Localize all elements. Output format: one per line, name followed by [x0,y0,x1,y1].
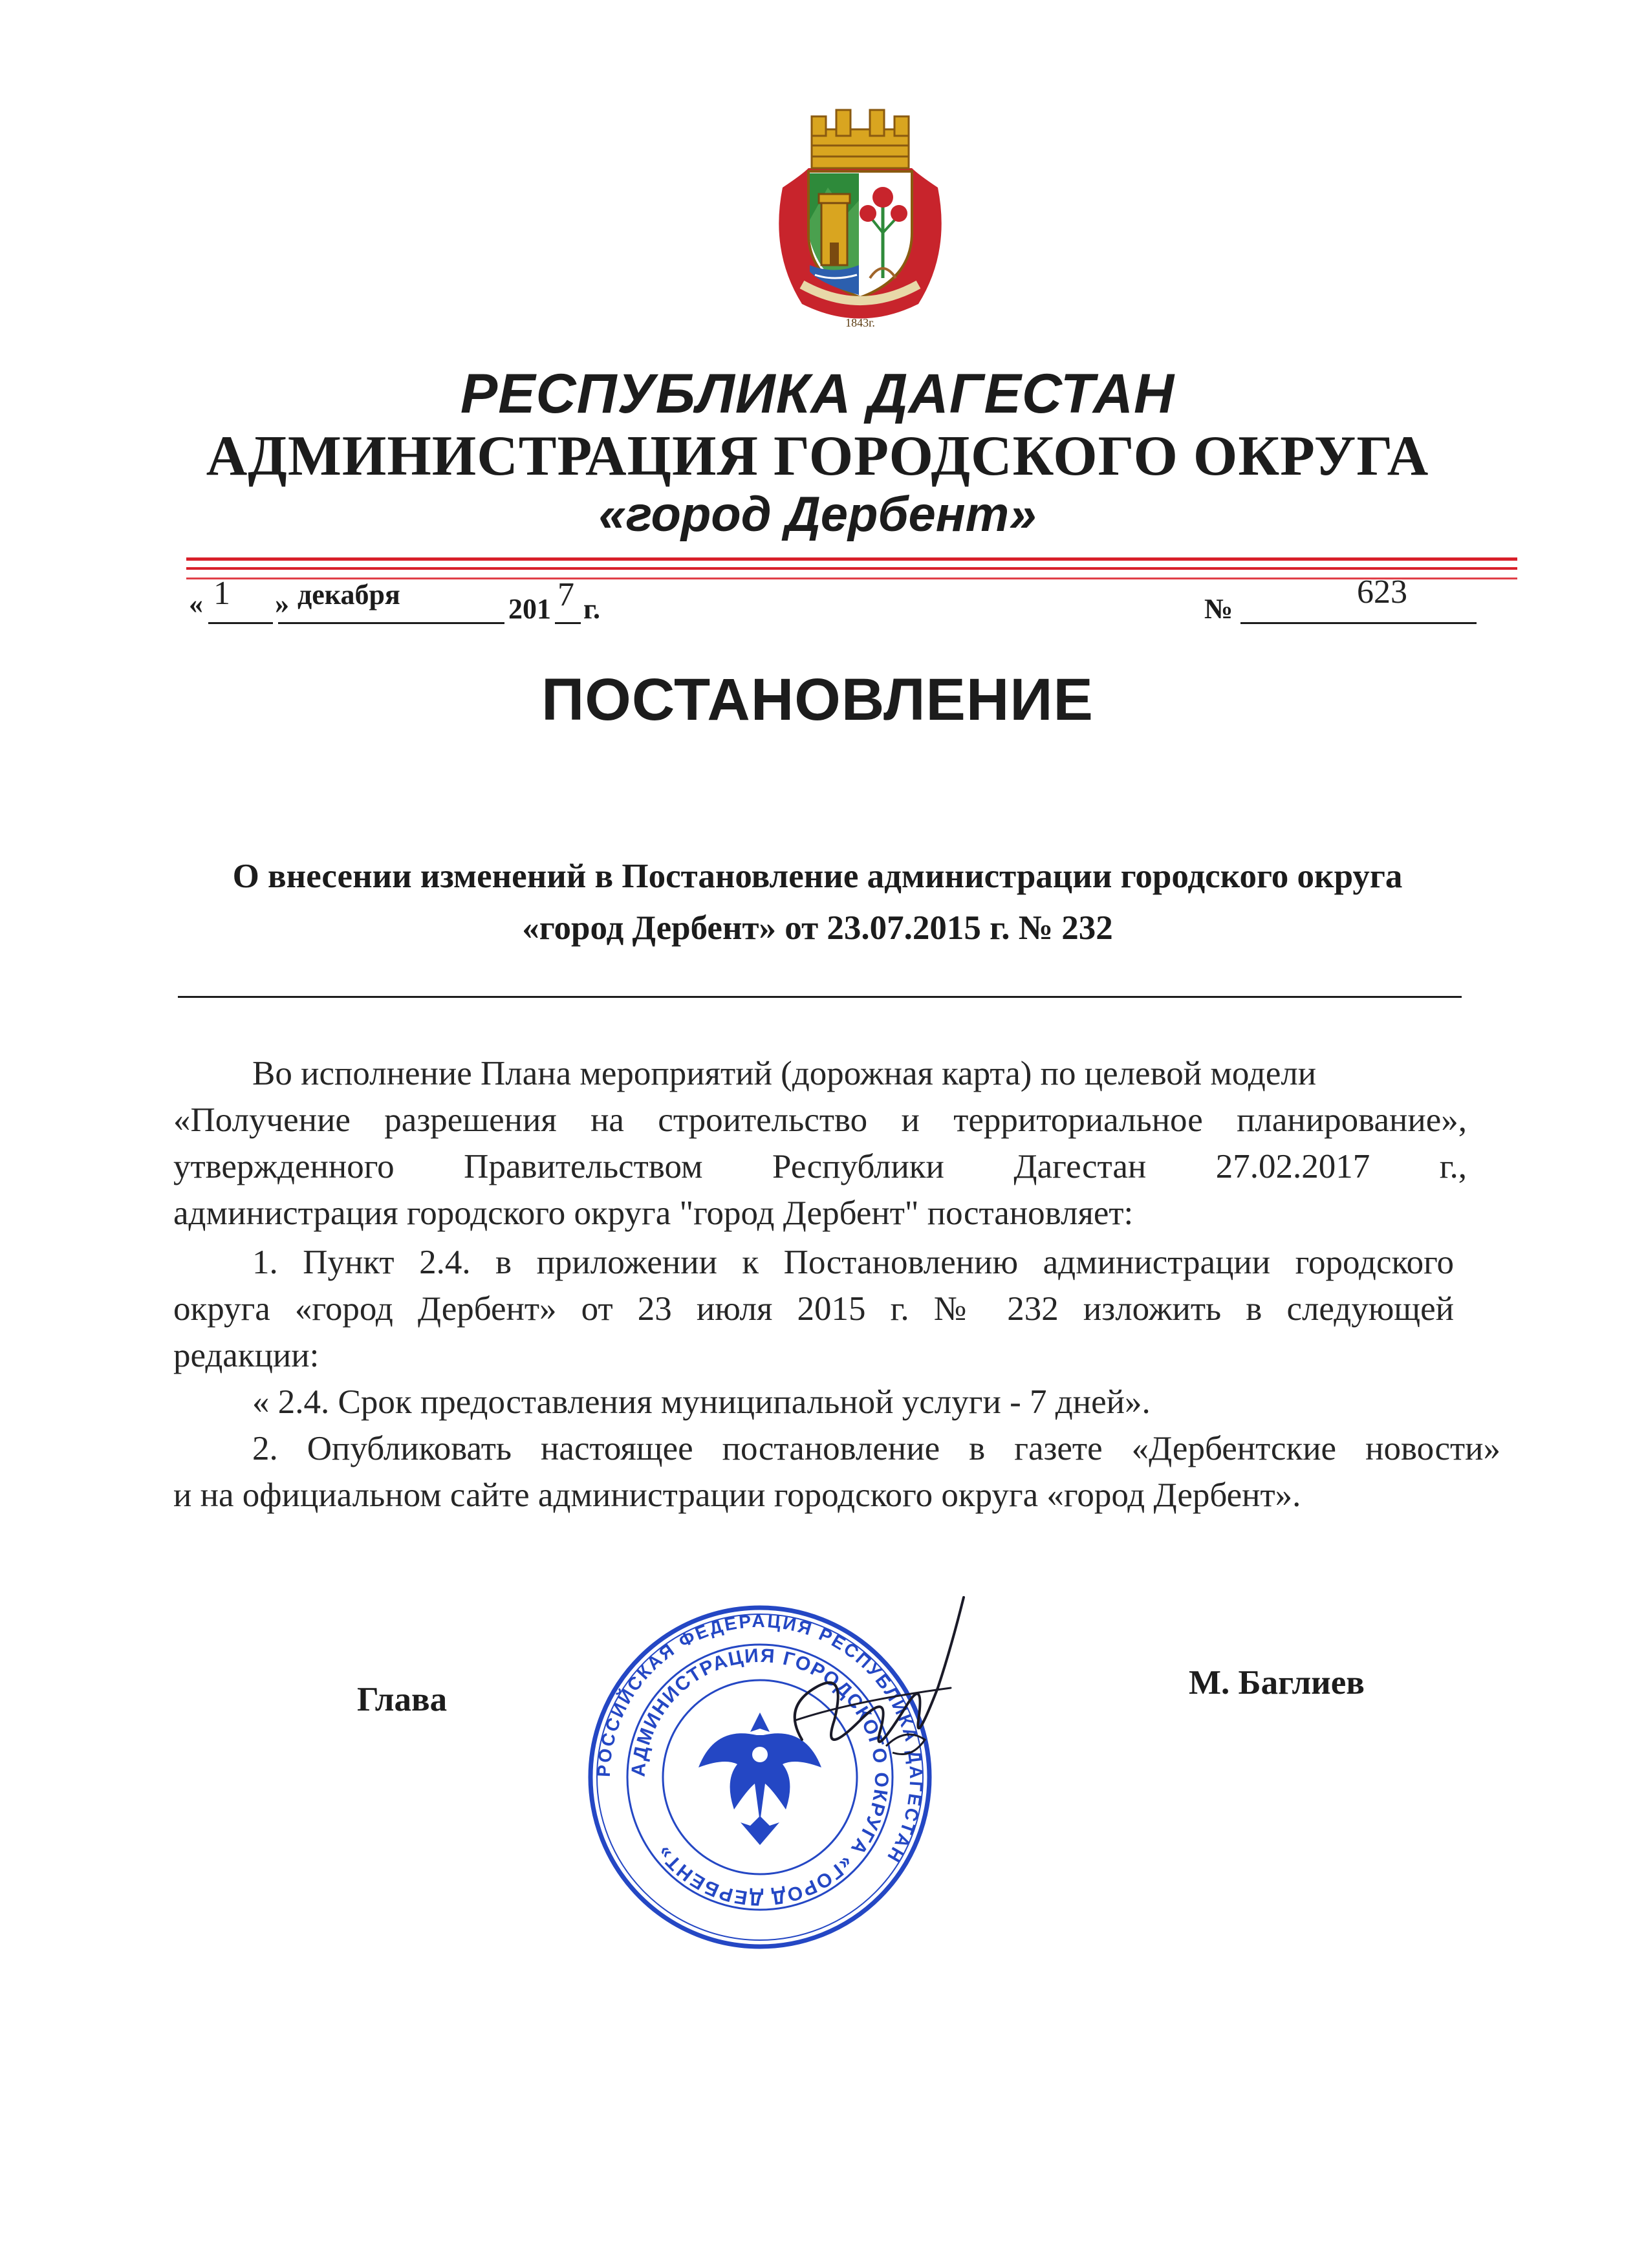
date-open-quote: « [189,588,203,620]
body-p1-line-4: администрация городского округа "город Дербент" постановляет: [173,1194,1134,1232]
body-p2-line-3: редакции: [173,1337,319,1374]
body-p2-line-1: 1. Пункт 2.4. в приложении к Постановлению администрации городского [252,1244,1454,1281]
administration-heading: АДМИНИСТРАЦИЯ ГОРОДСКОГО ОКРУГА [206,425,1429,488]
letterhead-rule [186,557,1517,561]
document-number: 623 [1357,574,1407,610]
letterhead-rule [186,567,1517,570]
number-label: № [1204,593,1233,625]
city-coat-of-arms [757,91,964,336]
date-year-blank [555,622,581,624]
date-close-quote: » [275,588,289,620]
date-month: декабря [298,579,400,610]
handwritten-signature [757,1591,970,1785]
city-heading: «город Дербент» [598,487,1037,542]
subject-line-2: «город Дербент» от 23.07.2015 г. № 232 [522,909,1113,947]
signatory-name: М. Баглиев [1189,1664,1365,1701]
seal-inner-text: АДМИНИСТРАЦИЯ ГОРОДСКОГО ОКРУГА «ГОРОД ДЕРБЕНТ» [627,1645,893,1910]
body-p4-line-2: и на официальном сайте администрации городского округа «город Дербент». [173,1476,1301,1514]
body-p4-line-1: 2. Опубликовать настоящее постановление в газете «Дербентские новости» [252,1430,1500,1467]
date-day: 1 [213,575,230,612]
emblem-year: 1843г. [845,316,875,329]
number-blank [1240,622,1477,624]
body-p2-line-2: округа «город Дербент» от 23 июля 2015 г. № 232 изложить в следующей [173,1290,1454,1328]
date-year-prefix: 201 [508,593,551,625]
republic-heading: РЕСПУБЛИКА ДАГЕСТАН [460,363,1175,425]
subject-line-1: О внесении изменений в Постановление администрации городского округа [232,858,1403,895]
subject-rule [178,996,1462,998]
body-p1-line-1: Во исполнение Плана мероприятий (дорожная карта) по целевой модели [252,1055,1317,1092]
document-title: ПОСТАНОВЛЕНИЕ [541,667,1094,733]
body-p1-line-3: утвержденного Правительством Республики Дагестан 27.02.2017 г., [173,1148,1467,1185]
seal-outer-text: РОССИЙСКАЯ ФЕДЕРАЦИЯ РЕСПУБЛИКА ДАГЕСТАН [593,1610,927,1867]
body-p1-line-2: «Получение разрешения на строительство и территориальное планирование», [173,1101,1467,1139]
date-day-blank [208,622,273,624]
signatory-position: Глава [357,1681,448,1718]
body-p3: « 2.4. Срок предоставления муниципальной услуги - 7 дней». [252,1383,1151,1421]
date-year-digit: 7 [558,576,574,613]
date-month-blank [278,622,504,624]
date-year-suffix: г. [583,593,601,625]
